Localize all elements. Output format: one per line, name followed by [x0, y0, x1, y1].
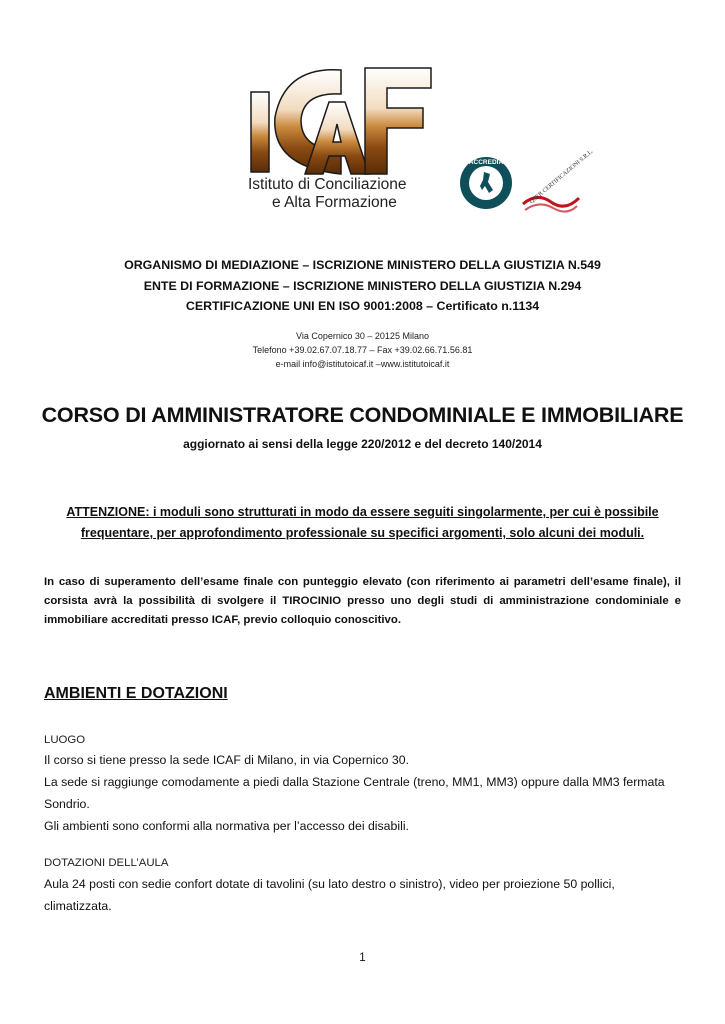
document-subtitle: aggiornato ai sensi della legge 220/2012 e del decreto 140/2014: [183, 437, 542, 451]
tirocinio-paragraph: In caso di superamento dell’esame finale con punteggio elevato (con riferimento ai parametri dell’esame finale), il corsista avrà la possibilità di svolgere il TIROCINIO presso uno degli studi di amministrazione condominiale e immobiliare accreditati presso ICAF, previo colloquio conoscitivo.: [44, 576, 681, 626]
registration-mediazione: ORGANISMO DI MEDIAZIONE – ISCRIZIONE MINISTERO DELLA GIUSTIZIA N.549: [124, 258, 601, 272]
luogo-heading: LUOGO: [44, 734, 86, 746]
dotazioni-heading: DOTAZIONI DELL’AULA: [44, 857, 169, 869]
dotazioni-text: Aula 24 posti con sedie confort dotate di tavolini (su lato destro o sinistro), video per proiezione 50 pollici, climatizzata.: [44, 877, 615, 913]
svg-text:QSER CERTIFICAZIONI S.R.L.: QSER CERTIFICAZIONI S.R.L.: [528, 148, 595, 206]
logo-subtitle-line1: Istituto di Conciliazione: [248, 176, 407, 193]
registration-iso: CERTIFICAZIONE UNI EN ISO 9001:2008 – Certificato n.1134: [185, 299, 540, 313]
svg-text:ACCREDIA: ACCREDIA: [468, 159, 504, 166]
attention-notice: ATTENZIONE: i moduli sono strutturati in modo da essere seguiti singolarmente, per cui è possibile frequentare, per approfondimento professionale su specifici argomenti, solo alcuni dei moduli.: [66, 505, 659, 540]
accredia-badge-icon: [458, 152, 514, 214]
registration-formazione: ENTE DI FORMAZIONE – ISCRIZIONE MINISTERO DELLA GIUSTIZIA N.294: [143, 279, 582, 293]
contact-email: e-mail info@istitutoicaf.it –www.istitutoicaf.it: [275, 359, 450, 369]
contact-phone: Telefono +39.02.67.07.18.77 – Fax +39.02.66.71.56.81: [252, 345, 473, 355]
document-title: CORSO DI AMMINISTRATORE CONDOMINIALE E IMMOBILIARE: [41, 403, 684, 427]
contact-address: Via Copernico 30 – 20125 Milano: [296, 331, 429, 341]
section-title: AMBIENTI E DOTAZIONI: [44, 685, 228, 702]
qser-certification-icon: [517, 148, 595, 220]
logo-subtitle-line2: e Alta Formazione: [272, 194, 397, 211]
page-number: 1: [359, 952, 366, 964]
luogo-line-3: Gli ambienti sono conformi alla normativa per l’accesso dei disabili.: [44, 819, 409, 833]
luogo-line-2: La sede si raggiunge comodamente a piedi dalla Stazione Centrale (treno, MM1, MM3) oppure dalla MM3 fermata Sondrio.: [44, 775, 665, 811]
luogo-line-1: Il corso si tiene presso la sede ICAF di Milano, in via Copernico 30.: [44, 753, 409, 767]
